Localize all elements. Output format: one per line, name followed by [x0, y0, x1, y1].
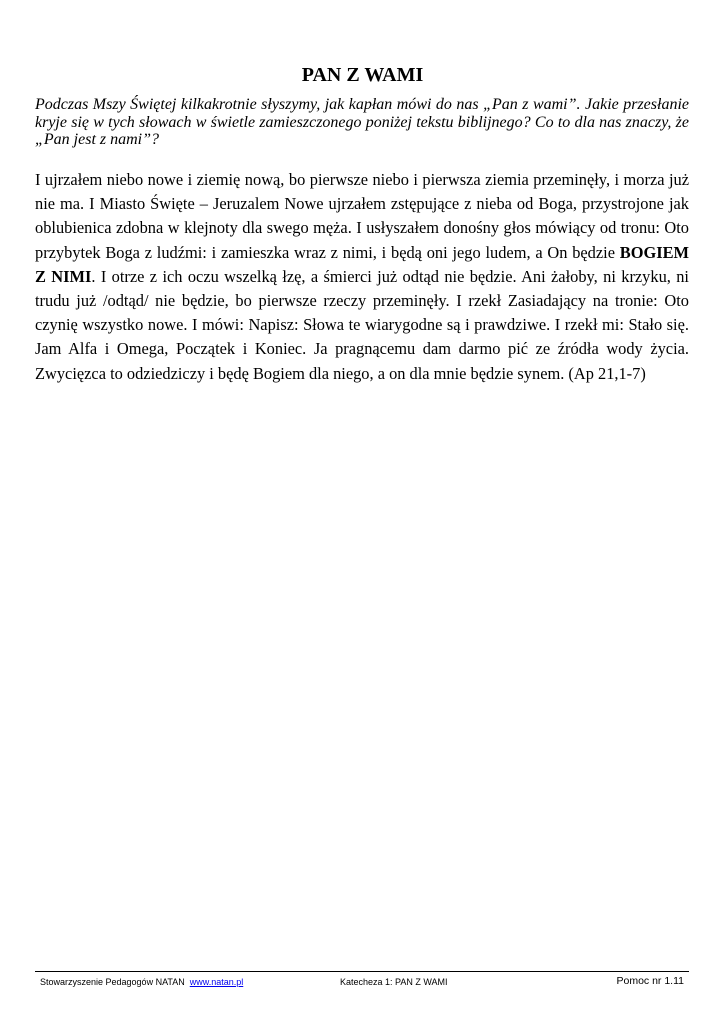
- footer-lesson-title: Katecheza 1: PAN Z WAMI: [340, 977, 448, 987]
- footer-aid-number: Pomoc nr 1.11: [616, 975, 684, 987]
- intro-question: Podczas Mszy Świętej kilkakrotnie słyszymy, jak kapłan mówi do nas „Pan z wami”. Jakie przesłanie kryje się w tych słowach w świetle zamieszczonego poniżej tekstu biblijnego? Co to dla nas znaczy, że „Pan jest z nami”?: [35, 96, 689, 148]
- passage-text-part1: I ujrzałem niebo nowe i ziemię nową, bo pierwsze niebo i pierwsza ziemia przeminęły, i morza już nie ma. I Miasto Święte – Jeruzalem Nowe ujrzałem zstępujące z nieba od Boga, przystrojone jak oblubienica zdobna w klejnoty dla swego męża. I usłyszałem donośny głos mówiący od tronu: Oto przybytek Boga z ludźmi: i zamieszka wraz z nimi, i będą oni jego ludem, a On będzie: [35, 170, 689, 262]
- passage-emphasis: BOGIEM Z NIMI: [35, 242, 689, 286]
- bible-passage: [35, 168, 689, 386]
- website-link[interactable]: www.natan.pl: [189, 977, 244, 987]
- footer-divider: [35, 971, 689, 972]
- passage-text-part2: . I otrze z ich oczu wszelką łzę, a śmierci już odtąd nie będzie. Ani żałoby, ni krzyku, ni trudu już /odtąd/ nie będzie, bo pierwsze rzeczy przeminęły. I rzekł Zasiadający na tronie: Oto czynię wszystko nowe. I mówi: Napisz: Słowa te wiarygodne są i prawdziwe. I rzekł mi: Stało się. Jam Alfa i Omega, Początek i Koniec. Ja pragnącemu dam darmo pić ze źródła wody życia. Zwycięzca to odziedziczy i będę Bogiem dla niego, a on dla mnie będzie synem. (Ap 21,1-7): [35, 266, 689, 383]
- page-title: PAN Z WAMI: [301, 64, 424, 86]
- footer-organization: [40, 976, 243, 988]
- organization-name: Stowarzyszenie Pedagogów NATAN: [40, 977, 185, 987]
